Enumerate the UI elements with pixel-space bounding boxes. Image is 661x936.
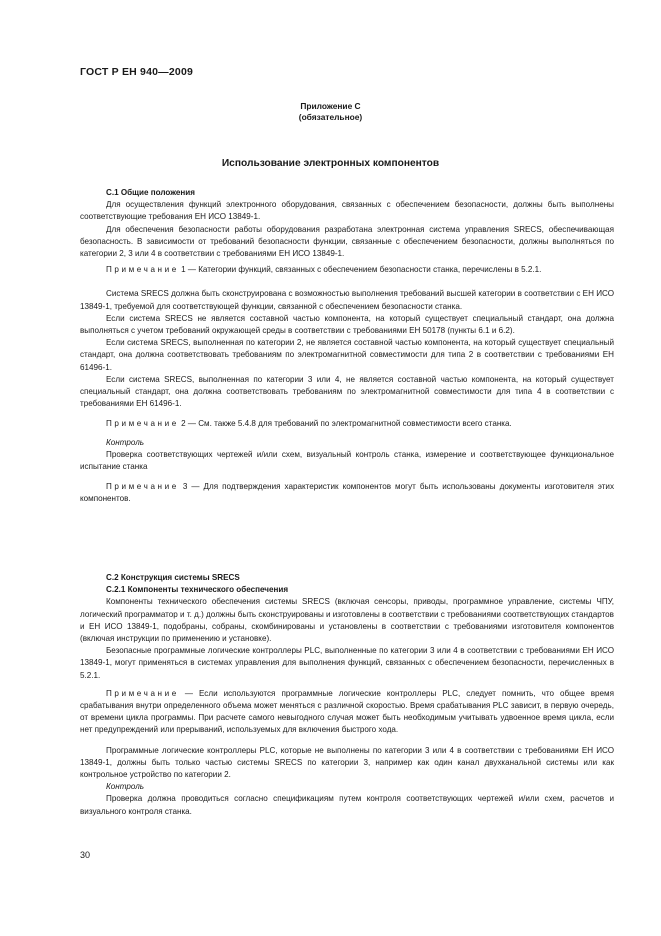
note-label: Примечание bbox=[106, 688, 179, 698]
annex-title: Приложение С bbox=[300, 101, 361, 111]
section-heading: С.2 Конструкция системы SRECS bbox=[106, 573, 240, 582]
annex-status: (обязательное) bbox=[298, 112, 363, 122]
paragraph: Проверка должна проводиться согласно спецификациям путем контроля соответствующих чертежей и/или схем, расчетов и визуального контроля станка. bbox=[80, 794, 614, 816]
paragraph: Если система SRECS, выполненная по категории 2, не является составной частью компонента, на который существует специальный стандарт, она должна соответствовать требованиям по электромагнитной совместимости для типа 2 в соответствии с требованиями ЕН 61496-1. bbox=[80, 338, 614, 372]
paragraph: Проверка соответствующих чертежей и/или схем, визуальный контроль станка, измерение и соответствующее функциональное испытание станка bbox=[80, 449, 614, 472]
note bbox=[80, 264, 614, 276]
paragraph: Программные логические контроллеры PLC, которые не выполнены по категории 3 или 4 в соответствии с требованиями ЕН ИСО 13849-1, должны быть только частью системы SRECS по категории 3, например как один канал двухканальной системы или как контрольное устройство по категории 2. bbox=[80, 745, 614, 780]
paragraph: Для обеспечения безопасности работы оборудования разработана электронная система управления SRECS, обеспечивающая безопасность. В зависимости от требований безопасности функции, связанные с обеспечением безопасности, должны выполняться по категории 2, 3 или 4 в соответствии с требованиями ЕН ИСО 13849-1. bbox=[80, 224, 614, 259]
control-label: Контроль bbox=[106, 437, 145, 447]
page-number: 30 bbox=[80, 850, 91, 860]
paragraph: Компоненты технического обеспечения системы SRECS (включая сенсоры, приводы, программное управление, системы ЧПУ, логический программатор и т. д.) должны быть сконструированы и изготовлены в соответствии с требованиями соответствующих стандартов и ЕН ИСО 13849-1, подобраны, собраны, скомбинированы и установлены в соответствии с требованиями изготовителя компонентов (включая инструкции по применению и установке). bbox=[80, 597, 614, 644]
main-title: Использование электронных компонентов bbox=[221, 158, 440, 169]
section-c1 bbox=[80, 187, 614, 506]
note bbox=[80, 688, 614, 737]
note bbox=[80, 418, 614, 430]
note-text: 1 — Категории функций, связанных с обеспечением безопасности станка, перечислены в 5.2.1. bbox=[178, 265, 542, 275]
paragraph: Если система SRECS не является составной частью компонента, на который существует специальный стандарт, она должна выполняться с учетом требований окружающей среды в соответствии с требованиями ЕН 50178 (пункты 6.1 и 6.2). bbox=[80, 313, 614, 336]
note-label: Примечание bbox=[106, 265, 179, 275]
note-text: — Если используются программные логические контроллеры PLC, следует помнить, что общее время срабатывания внутри определенного объема может меняться с различной скоростью. Время срабатывания PLC зависит, в первую очередь, от времени цикла программы. При расчете самого невыгодного случая может быть необходимым учитывать удвоенное время цикла, если нет предупреждений или прерываний, используемых для включения быстрого хода. bbox=[80, 688, 614, 735]
standard-designation: ГОСТ Р ЕН 940—2009 bbox=[80, 66, 194, 78]
subsection-heading: С.2.1 Компоненты технического обеспечения bbox=[106, 585, 289, 595]
section-heading: С.1 Общие положения bbox=[106, 188, 195, 197]
note-text: 2 — См. также 5.4.8 для требований по электромагнитной совместимости всего станка. bbox=[178, 419, 512, 429]
control-label: Контроль bbox=[106, 782, 145, 792]
note-text: 3 — Для подтверждения характеристик компонентов могут быть использованы документы изготовителя этих компонентов. bbox=[80, 482, 614, 504]
note bbox=[80, 481, 614, 505]
paragraph: Система SRECS должна быть сконструирована с возможностью выполнения требований высшей категории в соответствии с ЕН ИСО 13849-1, требуемой для соответствующей функции, связанной с обеспечением безопасности станка. bbox=[80, 289, 614, 311]
paragraph: Для осуществления функций электронного оборудования, связанных с обеспечением безопасности, должны быть выполнены соответствующие требования ЕН ИСО 13849-1. bbox=[80, 200, 614, 222]
paragraph: Безопасные программные логические контроллеры PLC, выполненные по категории 3 или 4 в соответствии с требованиями ЕН ИСО 13849-1, могут применяться в системах управления для выполнения функций, связанных с обеспечением безопасности, перечисленных в 5.2.1. bbox=[80, 646, 614, 680]
note-label: Примечание bbox=[106, 419, 179, 429]
paragraph: Если система SRECS, выполненная по категории 3 или 4, не является составной частью компонента, на который существует специальный стандарт, она должна соответствовать требованиям по электромагнитной совместимости для типа 4 в соответствии с требованиями ЕН 61496-1. bbox=[80, 374, 614, 409]
note-label: Примечание bbox=[106, 482, 179, 492]
section-c2 bbox=[80, 572, 614, 818]
